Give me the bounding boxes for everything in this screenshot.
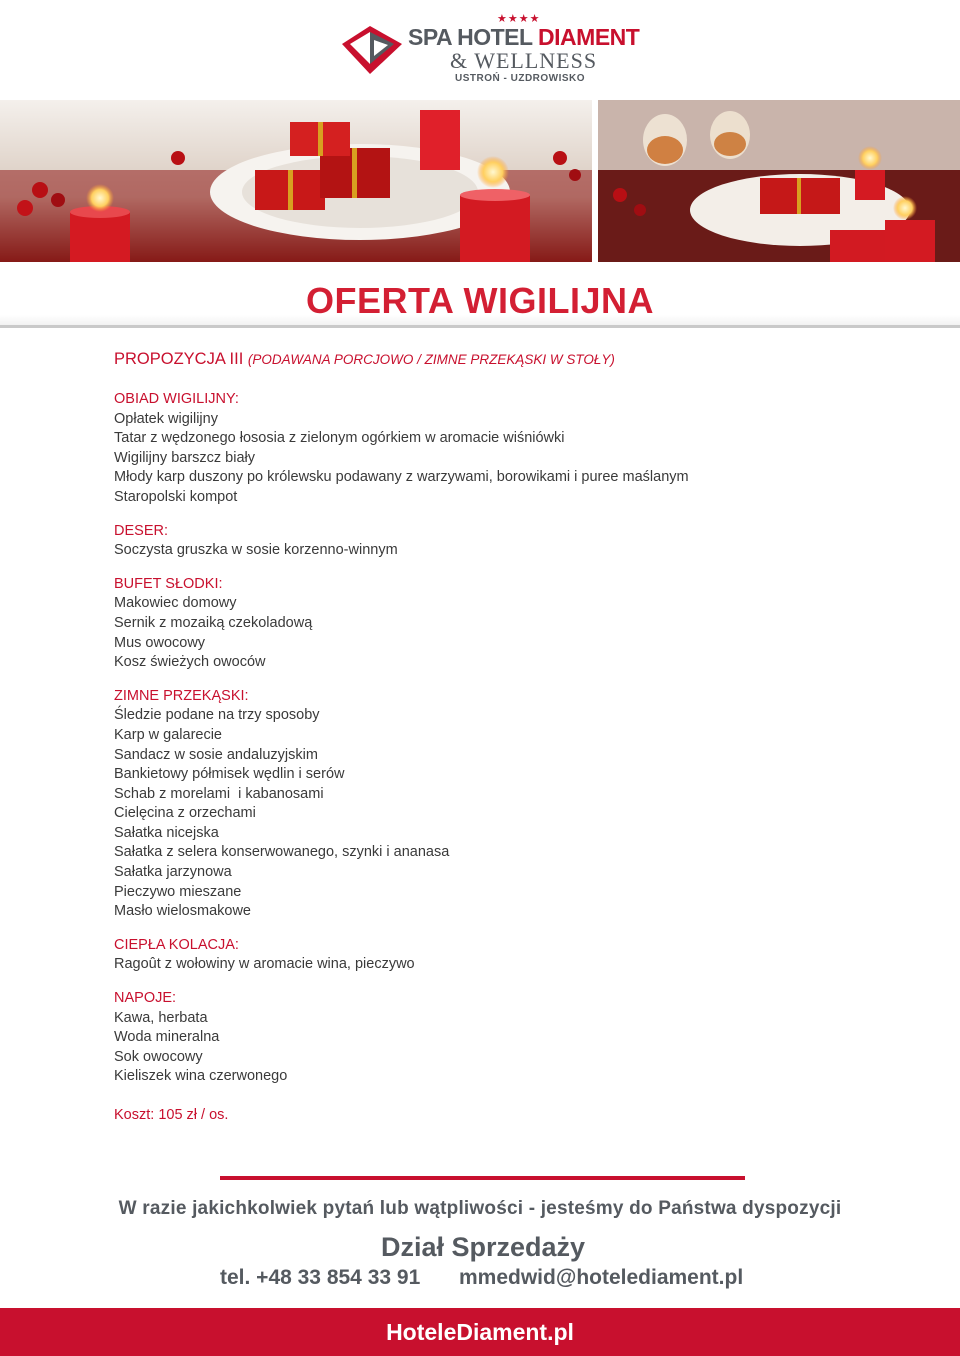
email-link[interactable]: mmedwid@hotelediament.pl — [459, 1266, 744, 1289]
footer-contact-line: W razie jakichkolwiek pytań lub wątpliwości - jesteśmy do Państwa dyspozycji — [118, 1198, 842, 1219]
menu-item: Woda mineralna — [114, 1029, 220, 1046]
price-per-person: Koszt: 105 zł / os. — [114, 1107, 229, 1123]
menu-item: Sałatka nicejska — [114, 824, 219, 841]
section-heading: BUFET SŁODKI: — [114, 575, 223, 592]
menu-item: Sałatka jarzynowa — [114, 864, 232, 881]
section-bufet-slodki — [114, 575, 894, 673]
menu-item: Sok owocowy — [114, 1048, 203, 1065]
menu-item: Sandacz w sosie andaluzyjskim — [114, 746, 318, 763]
section-deser — [114, 522, 894, 561]
menu-item: Śledzie podane na trzy sposoby — [114, 707, 320, 724]
section-heading: OBIAD WIGILIJNY: — [114, 391, 239, 407]
section-heading: ZIMNE PRZEKĄSKI: — [114, 687, 249, 704]
menu-item: Tatar z wędzonego łososia z zielonym ogórkiem w aromacie wiśniówki — [114, 430, 565, 447]
menu-content — [114, 350, 894, 1126]
christmas-table-photo-icon — [0, 100, 960, 262]
menu-item: Opłatek wigilijny — [114, 410, 218, 427]
logo-hotel-name — [408, 24, 639, 51]
menu-item: Makowiec domowy — [114, 595, 237, 612]
section-zimne-przekaski — [114, 687, 894, 922]
logo-diamant: DIAMENT — [538, 24, 640, 50]
menu-item: Kosz świeżych owoców — [114, 654, 266, 671]
menu-item: Sernik z mozaiką czekoladową — [114, 614, 313, 631]
logo-location: USTROŃ - UZDROWISKO — [455, 73, 586, 84]
sales-department-title: Dział Sprzedaży — [380, 1232, 586, 1262]
logo-spa-hotel: SPA HOTEL — [408, 24, 533, 50]
menu-item: Cielęcina z orzechami — [114, 805, 256, 822]
menu-item: Masło wielosmakowe — [114, 903, 251, 920]
diamond-logo-icon — [340, 24, 406, 76]
proposal-note: (PODAWANA PORCJOWO / ZIMNE PRZEKĄSKI W STOŁY) — [247, 352, 615, 367]
menu-item: Pieczywo mieszane — [114, 883, 242, 900]
section-napoje — [114, 989, 894, 1087]
menu-item: Młody karp duszony po królewsku podawany z warzywami, borowikami i puree maślanym — [114, 469, 689, 486]
section-heading: DESER: — [114, 522, 168, 539]
section-heading: CIEPŁA KOLACJA: — [114, 936, 239, 953]
menu-item: Mus owocowy — [114, 634, 206, 651]
menu-item: Staropolski kompot — [114, 488, 238, 505]
menu-item: Wigilijny barszcz biały — [114, 449, 256, 466]
page-title: OFERTA WIGILIJNA — [306, 280, 654, 321]
logo-wellness: & WELLNESS — [450, 48, 598, 73]
hotel-logo — [0, 0, 960, 100]
hotel-stars: ★★★★ — [497, 13, 541, 25]
menu-item: Sałatka z selera konserwowanego, szynki i ananasa — [114, 844, 450, 861]
footer-divider — [220, 1176, 745, 1180]
section-obiad — [114, 390, 894, 508]
menu-item: Soczysta gruszka w sosie korzenno-winnym — [114, 542, 398, 559]
menu-item: Kieliszek wina czerwonego — [114, 1068, 288, 1085]
website-link[interactable]: HoteleDiament.pl — [386, 1319, 574, 1345]
phone-number[interactable]: tel. +48 33 854 33 91 — [220, 1266, 421, 1289]
menu-item: Schab z morelami i kabanosami — [114, 785, 324, 802]
proposal-title: PROPOZYCJA III — [114, 350, 244, 368]
section-ciepla-kolacja — [114, 936, 894, 975]
menu-item: Karp w galarecie — [114, 726, 222, 743]
proposal-heading — [114, 350, 894, 376]
christmas-banner — [0, 100, 960, 262]
menu-item: Bankietowy półmisek wędlin i serów — [114, 766, 345, 783]
section-heading: NAPOJE: — [114, 990, 177, 1007]
menu-item: Kawa, herbata — [114, 1009, 208, 1026]
menu-item: Ragoût z wołowiny w aromacie wina, pieczywo — [114, 956, 415, 973]
